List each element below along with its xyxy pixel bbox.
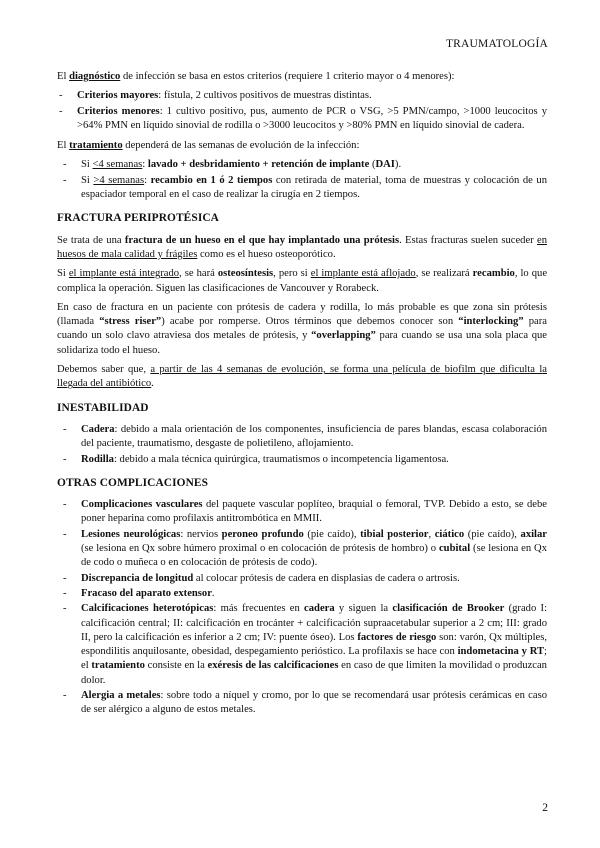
- text: factores de riesgo: [357, 631, 437, 643]
- text: Debemos saber que,: [57, 364, 151, 376]
- paragraph: [57, 363, 547, 392]
- text: , se hará: [179, 268, 218, 280]
- text: de infección se basa en estos criterios (requiere 1 criterio mayor o 4 menores):: [120, 71, 455, 82]
- text: con retirada de material, toma de muestras y colocación de un espaciador temporal en el caso de realizar la cirugía en 2 tiempos.: [81, 174, 547, 201]
- page-number: 2: [542, 802, 548, 814]
- list-item-allergy: [61, 689, 547, 718]
- text: exéresis de las calcificaciones: [207, 660, 339, 672]
- minor-criteria-label: Criterios menores: [77, 105, 160, 117]
- section-heading-otras: OTRAS COMPLICACIONES: [57, 476, 209, 489]
- treatment-list: [61, 158, 547, 202]
- text: osteosíntesis: [217, 268, 274, 280]
- text: DAI: [375, 159, 395, 171]
- list-item-neurologic: [61, 528, 547, 571]
- text: El: [57, 71, 70, 82]
- text: son: varón, Qx múltiples, espondilitis anquilosante, obesidad, despegamiento perióstico. La profilaxis se hace con: [81, 631, 547, 658]
- text: el implante está integrado: [68, 268, 180, 280]
- text: tratamiento: [91, 660, 145, 672]
- text: cubital: [438, 543, 471, 555]
- text: recambio en 1 ó 2 tiempos: [150, 174, 273, 186]
- text: a partir de las 4 semanas de evolución, se forma una película de biofilm que dificulta la llegada del antibiótico: [57, 364, 547, 390]
- text: , lo que complica la operación. Siguen las clasificaciones de Vancouver y Rorabeck.: [57, 268, 548, 294]
- paragraph: [57, 234, 547, 263]
- text: Rodilla: [81, 453, 114, 465]
- text: recambio: [472, 268, 515, 280]
- text: Fracaso del aparato extensor: [81, 587, 212, 599]
- text: ciático: [434, 528, 465, 540]
- text: (pie caído),: [464, 528, 521, 540]
- text: Se trata de una: [57, 234, 125, 246]
- list-item-cadera: [61, 423, 547, 452]
- list-item-length: [61, 572, 547, 586]
- text: (pie caído),: [303, 528, 361, 540]
- text: :: [144, 174, 151, 186]
- text: Alergia a metales: [81, 689, 161, 701]
- text: lavado + desbridamiento + retención de implante: [147, 159, 370, 171]
- text: : debido a mala orientación de los componentes, insuficiencia de pares blandas, escasa colaboración del paciente, traumatismo, desgaste de polietileno, aflojamiento.: [81, 423, 547, 450]
- text: (se lesiona en Qx de codo o muñeca o en colocación de prótesis de codo).: [81, 543, 547, 569]
- list-item-under-4-weeks: [61, 158, 547, 172]
- complications-list: [61, 498, 547, 717]
- text: Si: [57, 268, 69, 280]
- text: al colocar prótesis de cadera en displasias de cadera o artrosis.: [193, 572, 460, 584]
- text: (: [369, 159, 376, 171]
- list-item-major-criteria: [57, 89, 547, 103]
- major-criteria-label: Criterios mayores: [77, 90, 159, 102]
- text: : fístula, 2 cultivos positivos de muestras distintas.: [158, 90, 372, 102]
- text: , se realizará: [415, 268, 473, 280]
- treatment-intro: [57, 139, 547, 153]
- text: <4 semanas: [92, 159, 143, 171]
- text: “overlapping”: [311, 330, 376, 342]
- text: tibial posterior: [360, 528, 429, 540]
- text: Complicaciones vasculares: [81, 499, 203, 511]
- page-header-title: TRAUMATOLOGÍA: [445, 38, 548, 50]
- text: Lesiones neurológicas: [81, 528, 181, 540]
- text: ).: [394, 159, 402, 171]
- text: ) acabe por romperse. Otros términos que debemos conocer son: [161, 316, 459, 328]
- text: el implante está aflojado: [310, 268, 416, 280]
- list-item-minor-criteria: [57, 105, 547, 134]
- text: : más frecuentes en: [213, 603, 305, 615]
- paragraph: [57, 267, 547, 296]
- text: Si: [81, 159, 93, 171]
- text: Calcificaciones heterotópicas: [81, 603, 214, 615]
- text: .: [151, 378, 154, 390]
- text: y siguen la: [334, 603, 393, 615]
- text: ; el: [81, 646, 547, 672]
- text: en huesos de mala calidad y frágiles: [57, 234, 547, 260]
- text: clasificación de Brooker: [392, 603, 505, 615]
- text: “stress riser”: [99, 316, 162, 328]
- text: .: [211, 587, 215, 599]
- text: cadera: [304, 603, 335, 615]
- text: En caso de fractura en un paciente con prótesis de cadera y rodilla, lo más probable es que zona sin prótesis (llamada: [57, 301, 547, 328]
- text: : 1 cultivo positivo, pus, aumento de PCR o VSG, >5 PMN/campo, >1000 leucocitos y >64% PMN en líquido sinovial de rodilla o >3000 leucocitos y >80% PMN en líquido sinovial de cadera.: [77, 105, 547, 131]
- text: ,: [428, 528, 435, 540]
- criteria-list: [57, 89, 547, 133]
- text: dependerá de las semanas de evolución de la infección:: [122, 140, 360, 152]
- text: Discrepancia de longitud: [81, 572, 194, 584]
- text: Cadera: [81, 423, 115, 435]
- text: >4 semanas: [93, 174, 145, 186]
- text: , pero si: [273, 268, 311, 280]
- section-heading-fractura: FRACTURA PERIPROTÉSICA: [57, 212, 220, 225]
- text: consiste en la: [144, 660, 208, 672]
- text: indometacina y RT: [457, 646, 545, 658]
- text: : nervios: [180, 528, 222, 540]
- list-item-extensor: [61, 587, 547, 601]
- text: :: [142, 159, 148, 171]
- text: Si: [81, 174, 94, 186]
- instability-list: [61, 423, 547, 467]
- text: : debido a mala técnica quirúrgica, traumatismos o incompetencia ligamentosa.: [113, 453, 449, 465]
- text: . Estas fracturas suelen suceder: [399, 234, 537, 246]
- list-item-rodilla: [61, 453, 547, 467]
- section-heading-inestabilidad: INESTABILIDAD: [57, 401, 149, 414]
- list-item-over-4-weeks: [61, 174, 547, 203]
- text: axilar: [520, 528, 547, 540]
- treatment-term: tratamiento: [69, 140, 123, 152]
- text: (se lesiona en Qx sobre húmero proximal o en colocación de prótesis de hombro) o: [81, 543, 439, 555]
- text: como es el hueso osteoporótico.: [197, 248, 336, 260]
- list-item-vascular: [61, 498, 547, 527]
- diagnosis-term: diagnóstico: [69, 71, 121, 82]
- text: (grado I: calcificación central; II: calcificación en trocánter + calcificación supraacetabular superior a 2 cm; III: grado II, pero la calcificación es inferior a 2 cm; IV: puente óseo). Los: [81, 603, 548, 643]
- text: para cuando un solo clavo atraviesa dos metales de prótesis, y: [57, 316, 547, 342]
- text: en caso de que limiten la movilidad o produzcan dolor.: [81, 660, 547, 686]
- text: fractura de un hueso en el que hay implantado una prótesis: [124, 234, 400, 246]
- text: para cuando se usa una sola placa que solidariza todo el hueso.: [57, 330, 547, 356]
- text: : sobre todo a níquel y cromo, por lo que se recomendará usar prótesis cerámicas en caso de ser alérgico a alguno de estos metales.: [81, 689, 547, 716]
- text: El: [57, 140, 70, 152]
- diagnosis-intro: [57, 70, 547, 84]
- text: del paquete vascular poplíteo, braquial o femoral, TVP. Debido a esto, se debe poner heparina como profilaxis antitrombótica en MMII.: [81, 499, 547, 525]
- page-content: [57, 70, 547, 724]
- text: “interlocking”: [458, 316, 524, 328]
- text: peroneo profundo: [221, 528, 304, 540]
- paragraph: [57, 301, 547, 358]
- list-item-calcifications: [61, 602, 547, 688]
